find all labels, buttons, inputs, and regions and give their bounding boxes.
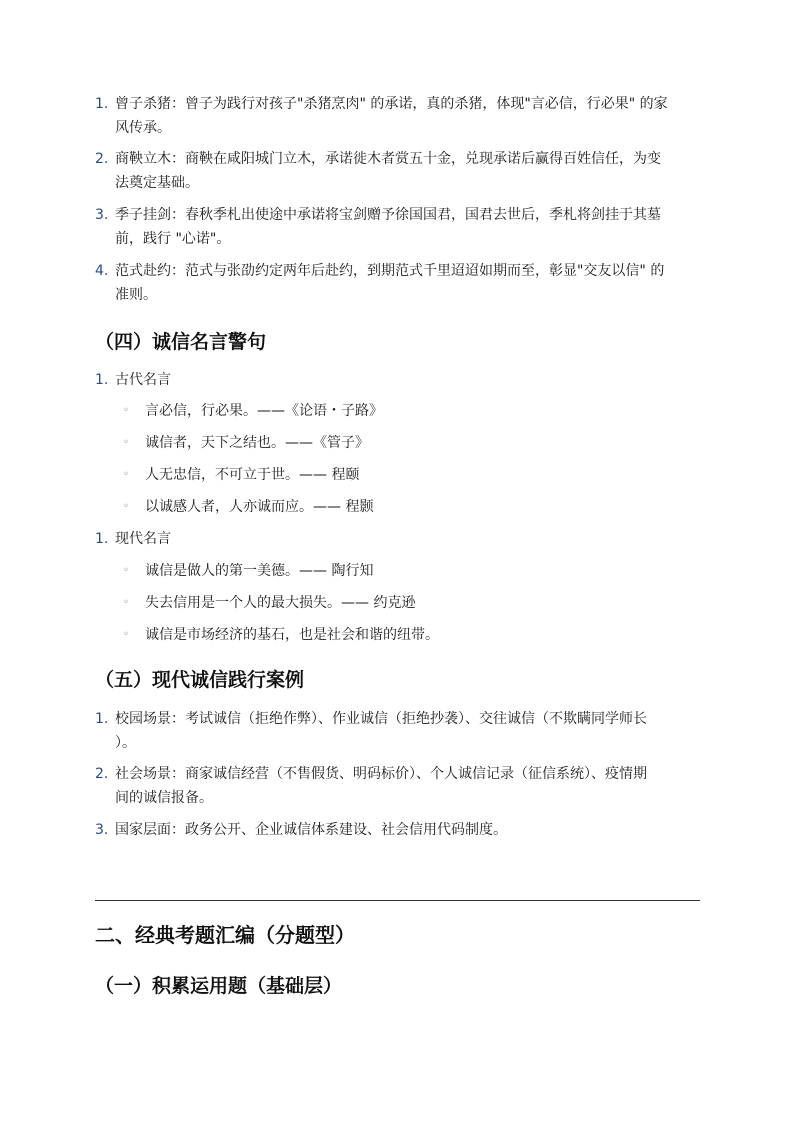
case-text-line: 校园场景：考试诚信（拒绝作弊）、作业诚信（拒绝抄袭）、交往诚信（不欺瞒同学师长 xyxy=(115,711,647,727)
quote-text: 诚信是做人的第一美德。—— 陶行知 xyxy=(145,563,374,579)
story-text-line: 法奠定基础。 xyxy=(115,175,199,191)
list-number: 1. xyxy=(95,372,109,388)
list-item xyxy=(95,368,700,392)
quote-text: 诚信者，天下之结也。——《管子》 xyxy=(145,435,369,451)
bullet-icon: ◦ xyxy=(123,501,129,512)
list-number: 3. xyxy=(95,822,109,838)
story-item xyxy=(95,203,700,251)
list-number: 2. xyxy=(95,766,109,782)
quote-item xyxy=(123,496,373,518)
list-number: 1. xyxy=(95,531,109,547)
quote-text: 人无忠信，不可立于世。—— 程颐 xyxy=(145,467,360,483)
quote-text: 以诚感人者，人亦诚而应。—— 程颢 xyxy=(145,499,374,515)
story-text-line: 风传承。 xyxy=(115,120,171,136)
bullet-icon: ◦ xyxy=(123,405,129,416)
list-number: 4. xyxy=(95,263,109,279)
bullet-icon: ◦ xyxy=(123,597,129,608)
list-label: 现代名言 xyxy=(115,531,171,547)
case-text-line: 社会场景：商家诚信经营（不售假货、明码标价）、个人诚信记录（征信系统）、疫情期 xyxy=(115,766,647,782)
quote-text: 失去信用是一个人的最大损失。—— 约克逊 xyxy=(145,595,416,611)
bullet-icon: ◦ xyxy=(123,437,129,448)
part-heading: 二、经典考题汇编（分题型） xyxy=(95,923,355,947)
case-text-line: ）。 xyxy=(115,735,136,751)
story-text-line: 曾子杀猪：曾子为践行对孩子"杀猪烹肉" 的承诺，真的杀猪，体现"言必信，行必果" 的家 xyxy=(115,96,668,112)
story-item xyxy=(95,147,700,195)
quote-item xyxy=(123,592,415,614)
case-text-line: 间的诚信报备。 xyxy=(115,790,213,806)
story-text-line: 季子挂剑：春秋季札出使途中承诺将宝剑赠予徐国国君，国君去世后，季札将剑挂于其墓 xyxy=(115,207,661,223)
case-item xyxy=(95,762,700,810)
case-text-line: 国家层面：政务公开、企业诚信体系建设、社会信用代码制度。 xyxy=(115,822,507,838)
list-number: 3. xyxy=(95,207,109,223)
quote-item xyxy=(123,432,369,454)
list-label: 古代名言 xyxy=(115,372,171,388)
list-number: 1. xyxy=(95,96,109,112)
quote-item xyxy=(123,464,359,486)
case-item xyxy=(95,707,700,755)
list-number: 1. xyxy=(95,711,109,727)
section-heading: （四）诚信名言警句 xyxy=(95,331,267,353)
list-item xyxy=(95,527,700,551)
case-item xyxy=(95,818,700,842)
story-text-line: 商鞅立木：商鞅在咸阳城门立木，承诺徙木者赏五十金，兑现承诺后赢得百姓信任，为变 xyxy=(115,151,661,167)
quote-item xyxy=(123,400,383,422)
section-divider xyxy=(95,900,700,901)
story-item xyxy=(95,259,700,307)
story-text-line: 范式赴约：范式与张劭约定两年后赴约，到期范式千里迢迢如期而至，彰显"交友以信" 的 xyxy=(115,263,665,279)
story-text-line: 准则。 xyxy=(115,287,157,303)
bullet-icon: ◦ xyxy=(123,469,129,480)
quote-text: 诚信是市场经济的基石，也是社会和谐的纽带。 xyxy=(145,627,439,643)
quote-item xyxy=(123,624,439,646)
bullet-icon: ◦ xyxy=(123,565,129,576)
quote-text: 言必信，行必果。——《论语・子路》 xyxy=(145,403,383,419)
bullet-icon: ◦ xyxy=(123,629,129,640)
story-text-line: 前，践行 "心诺"。 xyxy=(115,231,231,247)
story-item xyxy=(95,92,700,140)
subsection-heading: （一）积累运用题（基础层） xyxy=(95,975,343,997)
quote-item xyxy=(123,560,373,582)
list-number: 2. xyxy=(95,151,109,167)
section-heading: （五）现代诚信践行案例 xyxy=(95,669,305,691)
